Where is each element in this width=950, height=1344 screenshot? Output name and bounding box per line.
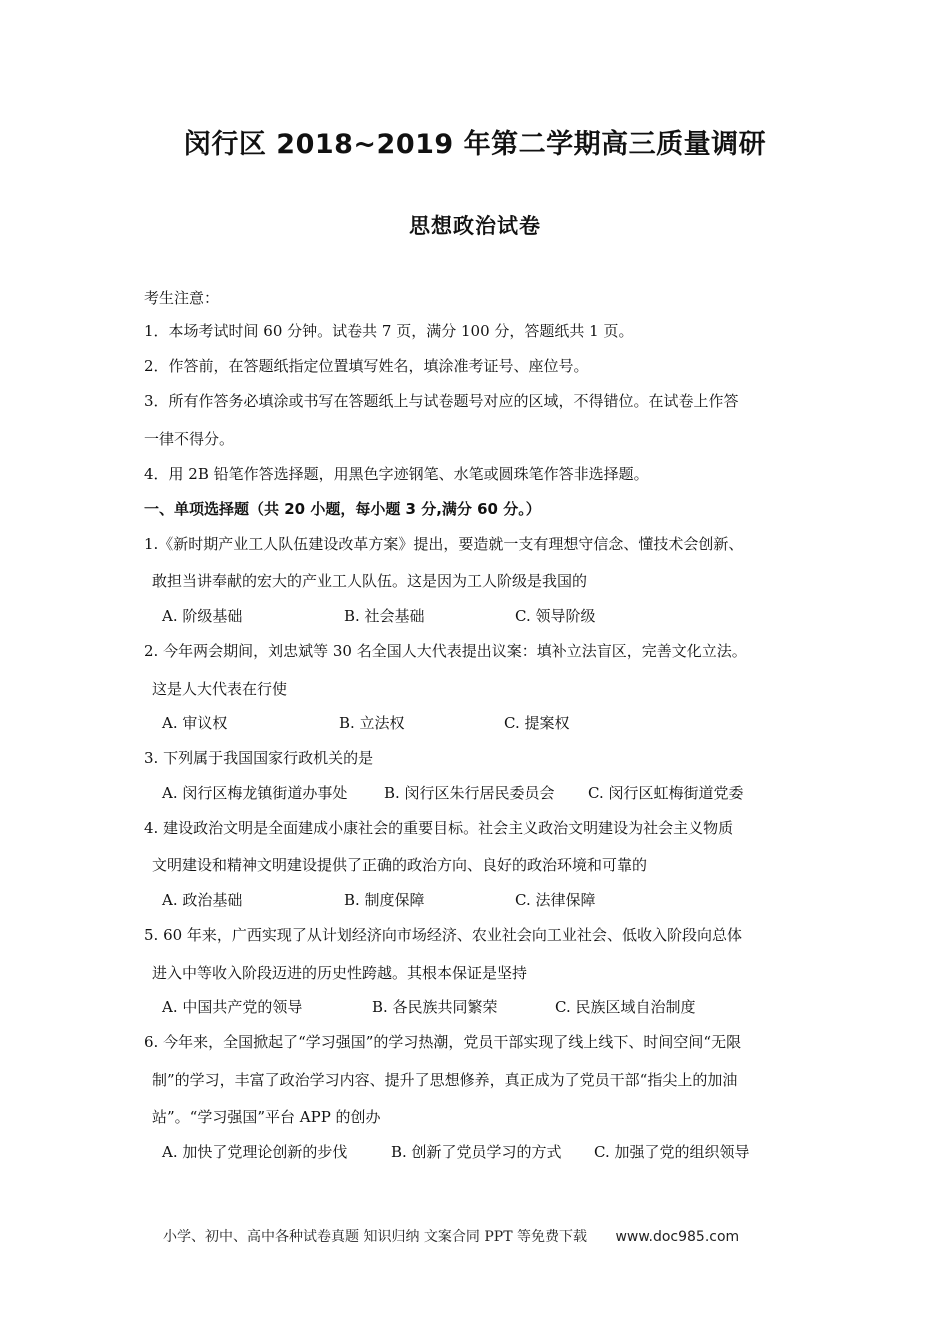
option-a: A. 中国共产党的领导 (162, 998, 303, 1016)
notice-item-3: 3．所有作答务必填涂或书写在答题纸上与试卷题号对应的区域，不得错位。在试卷上作答 (144, 392, 739, 410)
option-a: A. 阶级基础 (162, 607, 243, 625)
question-6-stem-cont-2: 站”。“学习强国”平台 APP 的创办 (152, 1108, 381, 1126)
option-a: A. 审议权 (162, 714, 228, 732)
option-c: C. 法律保障 (515, 891, 596, 909)
option-c: C. 闵行区虹梅街道党委 (588, 784, 744, 802)
option-a: A. 加快了党理论创新的步伐 (162, 1143, 348, 1161)
page-footer (163, 1226, 739, 1246)
option-c: C. 提案权 (504, 714, 570, 732)
option-b: B. 创新了党员学习的方式 (391, 1143, 562, 1161)
question-1-stem-cont: 敢担当讲奉献的宏大的产业工人队伍。这是因为工人阶级是我国的 (152, 572, 588, 590)
question-5-stem-cont: 进入中等收入阶段迈进的历史性跨越。其根本保证是坚持 (152, 964, 528, 982)
notice-item-4: 4．用 2B 铅笔作答选择题，用黑色字迹钢笔、水笔或圆珠笔作答非选择题。 (144, 465, 649, 483)
question-6-stem: 6. 今年来，全国掀起了“学习强国”的学习热潮，党员干部实现了线上线下、时间空间“无限 (144, 1033, 742, 1051)
notice-heading: 考生注意： (144, 289, 220, 307)
option-c: C. 领导阶级 (515, 607, 596, 625)
option-a: A. 政治基础 (162, 891, 243, 909)
notice-item-2: 2．作答前，在答题纸指定位置填写姓名，填涂准考证号、座位号。 (144, 357, 589, 375)
option-b: B. 闵行区朱行居民委员会 (384, 784, 555, 802)
exam-subtitle: 思想政治试卷 (409, 214, 541, 238)
footer-url-link[interactable]: www.doc985.com (615, 1229, 740, 1245)
question-6-stem-cont: 制”的学习，丰富了政治学习内容、提升了思想修养，真正成为了党员干部“指尖上的加油 (152, 1071, 738, 1089)
option-b: B. 社会基础 (344, 607, 425, 625)
question-5-stem: 5. 60 年来，广西实现了从计划经济向市场经济、农业社会向工业社会、低收入阶段向总体 (144, 926, 742, 944)
section-heading: 一、单项选择题（共 20 小题，每小题 3 分,满分 60 分。） (144, 500, 541, 518)
option-b: B. 各民族共同繁荣 (372, 998, 498, 1016)
question-1-stem: 1.《新时期产业工人队伍建设改革方案》提出，要造就一支有理想守信念、懂技术会创新、 (144, 535, 744, 553)
option-c: C. 民族区域自治制度 (555, 998, 696, 1016)
question-4-stem: 4. 建设政治文明是全面建成小康社会的重要目标。社会主义政治文明建设为社会主义物质 (144, 819, 734, 837)
question-4-stem-cont: 文明建设和精神文明建设提供了正确的政治方向、良好的政治环境和可靠的 (152, 856, 648, 874)
question-2-stem-cont: 这是人大代表在行使 (152, 680, 288, 698)
option-c: C. 加强了党的组织领导 (594, 1143, 750, 1161)
question-2-stem: 2. 今年两会期间，刘忠斌等 30 名全国人大代表提出议案：填补立法盲区，完善文化立法。 (144, 642, 747, 660)
question-3-stem: 3. 下列属于我国国家行政机关的是 (144, 749, 374, 767)
option-b: B. 立法权 (339, 714, 405, 732)
exam-title: 闵行区 2018~2019 年第二学期高三质量调研 (183, 129, 767, 160)
footer-text: 小学、初中、高中各种试卷真题 知识归纳 文案合同 PPT 等免费下载 (163, 1229, 587, 1245)
notice-item-1: 1．本场考试时间 60 分钟。试卷共 7 页，满分 100 分，答题纸共 1 页。 (144, 322, 634, 340)
notice-item-3-cont: 一律不得分。 (144, 430, 235, 448)
option-b: B. 制度保障 (344, 891, 425, 909)
option-a: A. 闵行区梅龙镇街道办事处 (162, 784, 348, 802)
